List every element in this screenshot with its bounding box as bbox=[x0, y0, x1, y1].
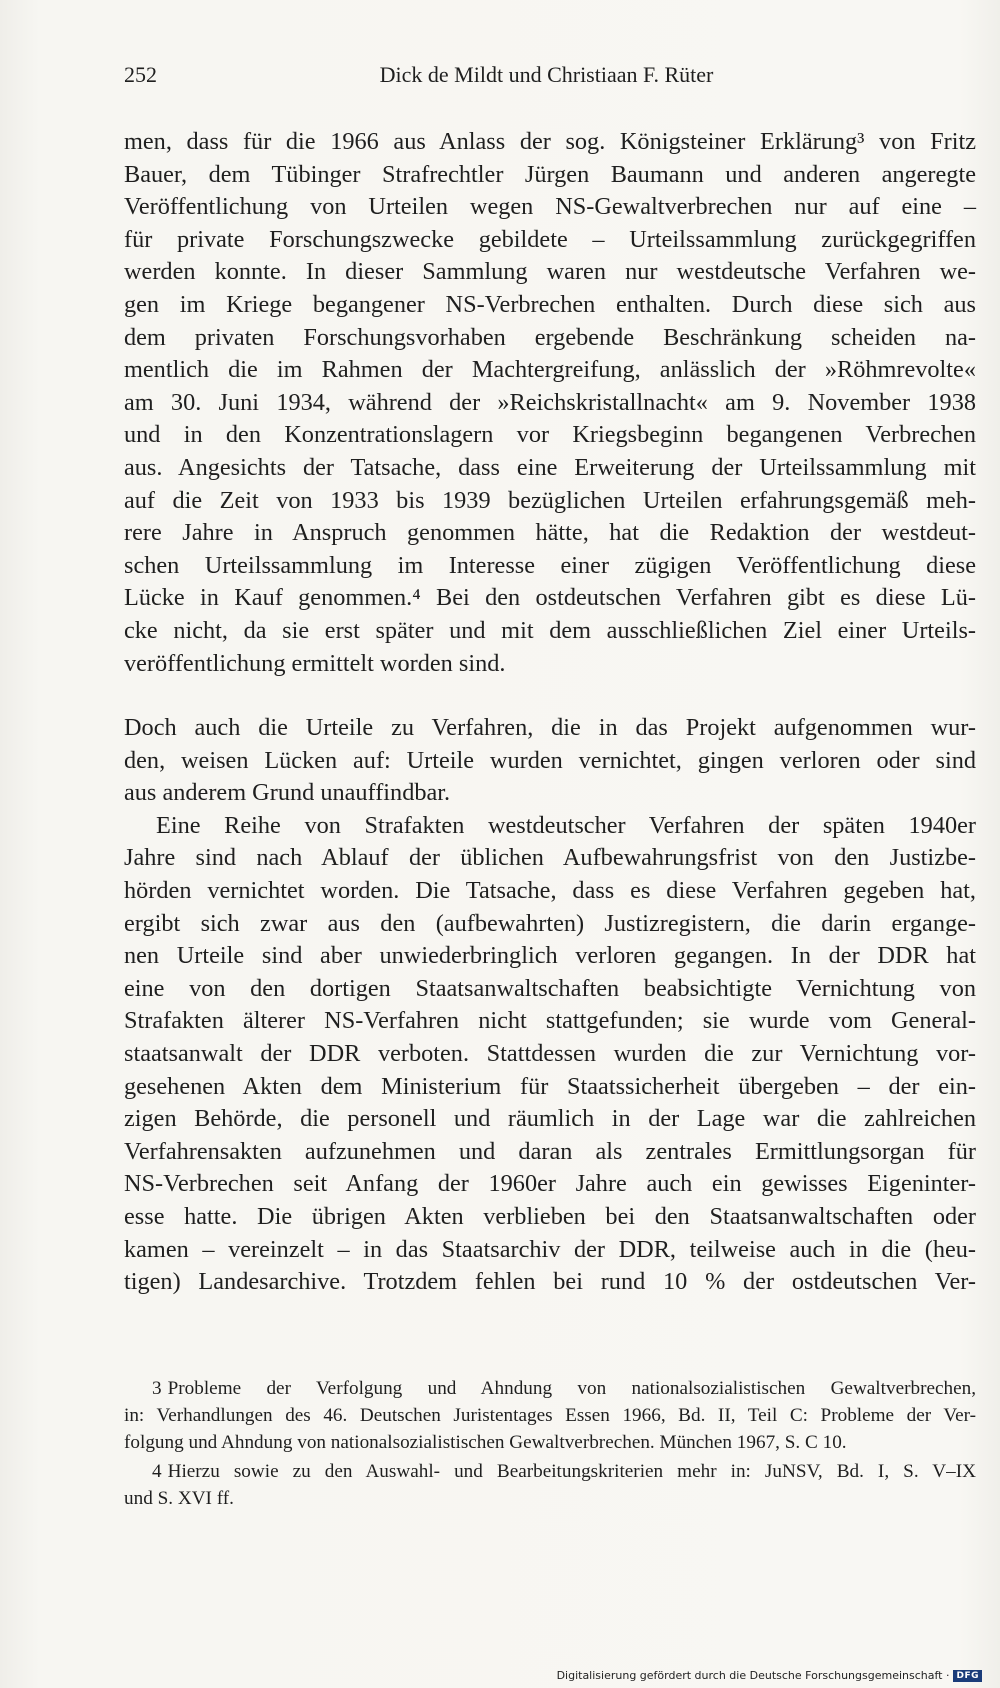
paragraph-3 bbox=[124, 810, 976, 1299]
paragraph-1 bbox=[124, 126, 976, 680]
main-text bbox=[124, 126, 976, 1299]
text-line: ergibt sich zwar aus den (aufbewahrten) Justizregistern, die darin ergange- bbox=[124, 909, 976, 937]
text-line: Bauer, dem Tübinger Strafrechtler Jürgen Baumann und anderen angeregte bbox=[124, 160, 976, 188]
text-line: am 30. Juni 1934, während der »Reichskristallnacht« am 9. November 1938 bbox=[124, 388, 976, 416]
text-line: eine von den dortigen Staatsanwaltschaften beabsichtigte Vernichtung von bbox=[124, 974, 976, 1002]
text-line: den, weisen Lücken auf: Urteile wurden vernichtet, gingen verloren oder sind bbox=[124, 746, 976, 774]
text-line: auf die Zeit von 1933 bis 1939 bezüglichen Urteilen erfahrungsgemäß meh- bbox=[124, 486, 976, 514]
text-line: Lücke in Kauf genommen.⁴ Bei den ostdeutschen Verfahren gibt es diese Lü- bbox=[124, 584, 976, 612]
dfg-logo-icon: DFG bbox=[953, 1670, 982, 1682]
text-line: cke nicht, da sie erst später und mit dem ausschließlichen Ziel einer Urteils- bbox=[124, 616, 976, 644]
text-line: schen Urteilssammlung im Interesse einer zügigen Veröffentlichung diese bbox=[124, 551, 976, 579]
text-line: für private Forschungszwecke gebildete – Urteilssammlung zurückgegriffen bbox=[124, 225, 976, 253]
footnote-text: in: Verhandlungen des 46. Deutschen Juristentages Essen 1966, Bd. II, Teil C: Probleme der Ver- bbox=[124, 1405, 976, 1426]
text-line: staatsanwalt der DDR verboten. Stattdessen wurden die zur Vernichtung vor- bbox=[124, 1040, 976, 1068]
footnote-text: Hierzu sowie zu den Auswahl- und Bearbeitungskriterien mehr in: JuNSV, Bd. I, S. V–IX bbox=[167, 1461, 976, 1482]
footnote-number: 3 bbox=[152, 1378, 162, 1399]
page-number: 252 bbox=[124, 62, 157, 87]
footnote-3 bbox=[124, 1375, 976, 1456]
digitization-credit bbox=[557, 1669, 982, 1682]
text-line: nen Urteile sind aber unwiederbringlich verloren gegangen. In der DDR hat bbox=[124, 942, 976, 970]
text-line: kamen – vereinzelt – in das Staatsarchiv der DDR, teilweise auch in die (heu- bbox=[124, 1235, 976, 1263]
text-line: tigen) Landesarchive. Trotzdem fehlen bei rund 10 % der ostdeutschen Ver- bbox=[124, 1268, 976, 1296]
running-head: Dick de Mildt und Christiaan F. Rüter bbox=[379, 62, 714, 87]
page-header bbox=[124, 62, 969, 92]
footnote-text: und S. XVI ff. bbox=[124, 1488, 234, 1509]
credit-text: Digitalisierung gefördert durch die Deutsche Forschungsgemeinschaft · bbox=[556, 1669, 950, 1682]
text-line: rere Jahre in Anspruch genommen hätte, hat die Redaktion der westdeut- bbox=[124, 519, 976, 547]
text-line: zigen Behörde, die personell und räumlich in der Lage war die zahlreichen bbox=[124, 1105, 976, 1133]
text-line: gesehenen Akten dem Ministerium für Staatssicherheit übergeben – der ein- bbox=[124, 1072, 976, 1100]
footnotes bbox=[124, 1375, 976, 1514]
text-line: men, dass für die 1966 aus Anlass der sog. Königsteiner Erklärung³ von Fritz bbox=[124, 128, 976, 155]
footnote-text: folgung und Ahndung von nationalsozialistischen Gewaltverbrechen. München 1967, S. C 10. bbox=[124, 1432, 847, 1453]
text-line: Jahre sind nach Ablauf der üblichen Aufbewahrungsfrist von den Justizbe- bbox=[124, 844, 976, 872]
text-line: Doch auch die Urteile zu Verfahren, die in das Projekt aufgenommen wur- bbox=[124, 714, 976, 742]
text-line: Eine Reihe von Strafakten westdeutscher Verfahren der späten 1940er bbox=[156, 811, 976, 839]
text-line: esse hatte. Die übrigen Akten verblieben bei den Staatsanwaltschaften oder bbox=[124, 1203, 976, 1230]
text-line: Verfahrensakten aufzunehmen und daran als zentrales Ermittlungsorgan für bbox=[124, 1137, 976, 1165]
text-line: mentlich die im Rahmen der Machtergreifung, anlässlich der »Röhmrevolte« bbox=[124, 356, 976, 384]
text-line: dem privaten Forschungsvorhaben ergebende Beschränkung scheiden na- bbox=[124, 323, 976, 351]
text-line: Veröffentlichung von Urteilen wegen NS-Gewaltverbrechen nur auf eine – bbox=[124, 193, 976, 221]
text-line: hörden vernichtet worden. Die Tatsache, dass es diese Verfahren gegeben hat, bbox=[124, 877, 976, 905]
text-line: und in den Konzentrationslagern vor Kriegsbeginn begangenen Verbrechen bbox=[124, 421, 976, 449]
text-line: NS-Verbrechen seit Anfang der 1960er Jahre auch ein gewisses Eigeninter- bbox=[124, 1170, 976, 1198]
footnote-4 bbox=[124, 1458, 976, 1512]
text-line: gen im Kriege begangener NS-Verbrechen enthalten. Durch diese sich aus bbox=[124, 290, 976, 318]
text-line: aus anderem Grund unauffindbar. bbox=[124, 779, 451, 807]
text-line: werden konnte. In dieser Sammlung waren nur westdeutsche Verfahren we- bbox=[124, 258, 976, 286]
footnote-number: 4 bbox=[152, 1461, 162, 1482]
text-line: aus. Angesichts der Tatsache, dass eine Erweiterung der Urteilssammlung mit bbox=[124, 453, 976, 481]
paragraph-2 bbox=[124, 712, 976, 810]
text-line: Strafakten älterer NS-Verfahren nicht stattgefunden; sie wurde vom General- bbox=[124, 1007, 976, 1035]
text-line: veröffentlichung ermittelt worden sind. bbox=[124, 649, 506, 677]
footnote-text: Probleme der Verfolgung und Ahndung von nationalsozialistischen Gewaltverbrechen, bbox=[167, 1378, 976, 1399]
